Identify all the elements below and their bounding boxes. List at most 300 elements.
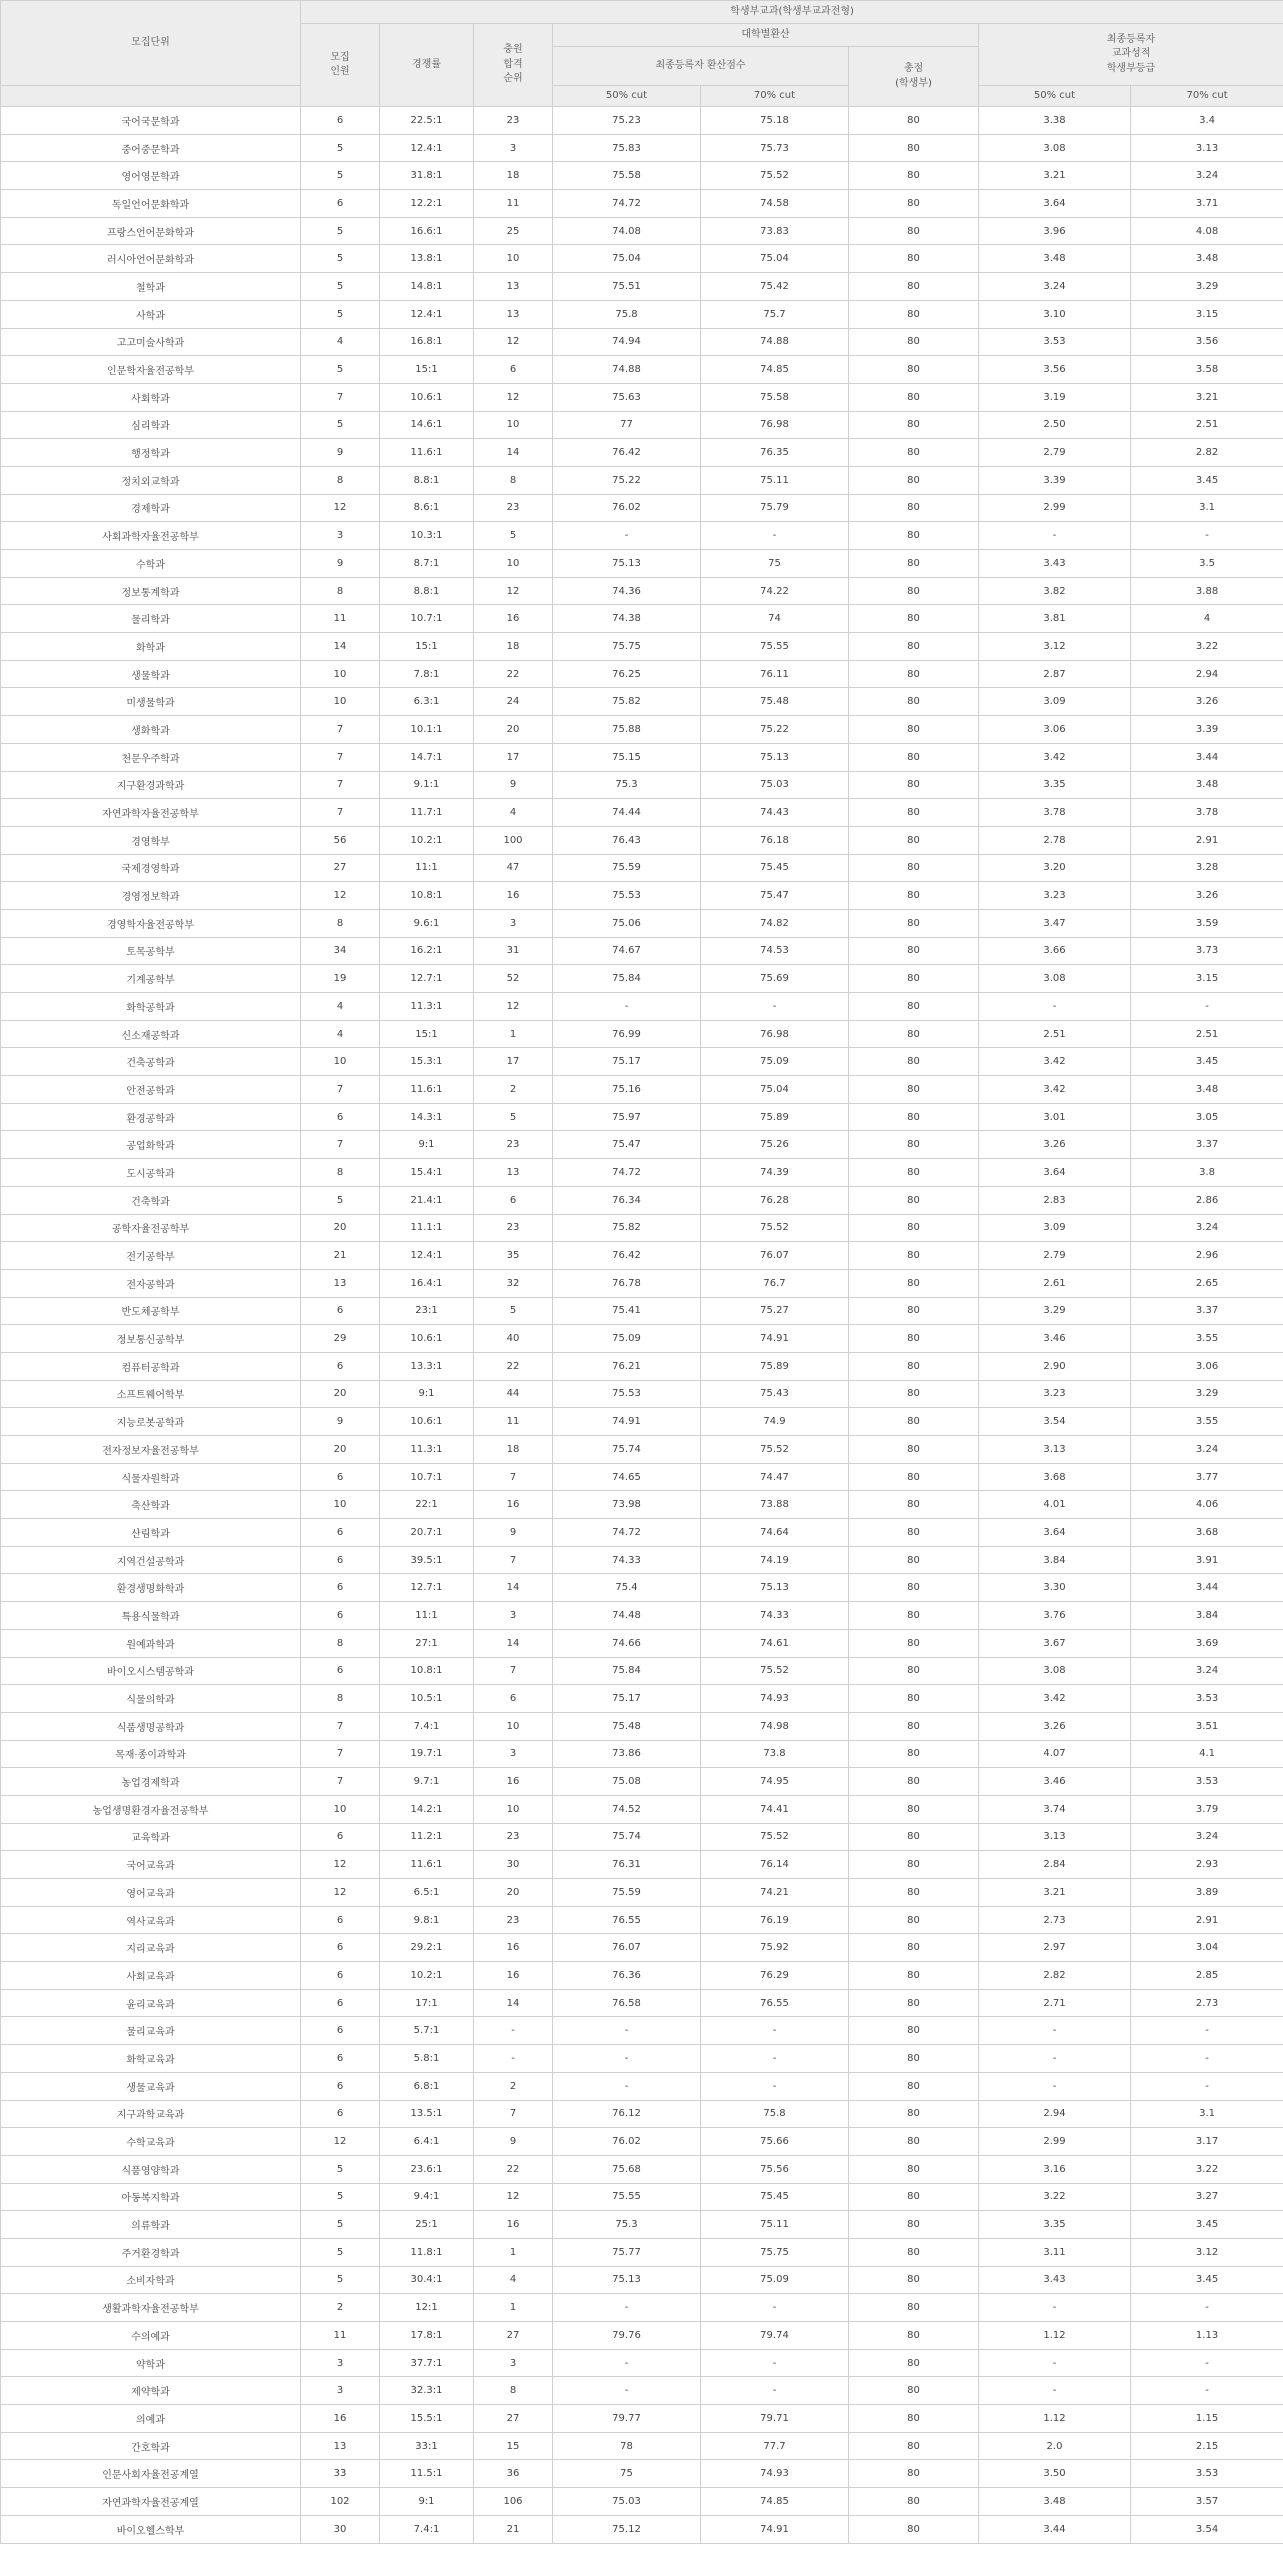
- cell-competition: 11.7:1: [380, 799, 474, 827]
- cell-unit: 농업경제학과: [1, 1768, 301, 1796]
- cell-waitlist: 8: [474, 466, 553, 494]
- cell-total: 80: [849, 605, 979, 633]
- cell-grade-cut70: 3.37: [1131, 1131, 1283, 1159]
- cell-quota: 7: [301, 1076, 380, 1104]
- cell-competition: 13.3:1: [380, 1352, 474, 1380]
- cell-total: 80: [849, 2349, 979, 2377]
- cell-score-cut50: 75.68: [553, 2155, 701, 2183]
- cell-quota: 12: [301, 1879, 380, 1907]
- table-row: [1, 2100, 1283, 2128]
- cell-competition: 10.5:1: [380, 1685, 474, 1713]
- cell-score-cut70: 75.09: [701, 1048, 849, 1076]
- cell-quota: 6: [301, 1602, 380, 1630]
- cell-grade-cut70: 2.73: [1131, 1989, 1283, 2017]
- cell-competition: 9.1:1: [380, 771, 474, 799]
- cell-total: 80: [849, 854, 979, 882]
- cell-score-cut50: 74.67: [553, 937, 701, 965]
- cell-grade-cut50: 3.42: [979, 743, 1131, 771]
- cell-unit: 경영학자율전공학부: [1, 909, 301, 937]
- cell-score-cut50: 74.38: [553, 605, 701, 633]
- cell-unit: 수학교육과: [1, 2128, 301, 2156]
- header-competition: 경쟁률: [380, 24, 474, 107]
- cell-score-cut70: 75.11: [701, 466, 849, 494]
- cell-score-cut50: 75.17: [553, 1048, 701, 1076]
- cell-grade-cut50: 2.99: [979, 494, 1131, 522]
- header-score-cut50: 50% cut: [553, 86, 701, 107]
- table-row: [1, 550, 1283, 578]
- cell-waitlist: -: [474, 2045, 553, 2073]
- cell-competition: 10.2:1: [380, 1962, 474, 1990]
- cell-unit: 중어중문학과: [1, 134, 301, 162]
- cell-score-cut50: 75.48: [553, 1712, 701, 1740]
- cell-total: 80: [849, 882, 979, 910]
- cell-waitlist: 4: [474, 799, 553, 827]
- cell-score-cut50: -: [553, 2017, 701, 2045]
- cell-grade-cut70: 3.29: [1131, 1380, 1283, 1408]
- cell-waitlist: 9: [474, 1519, 553, 1547]
- cell-grade-cut50: -: [979, 2045, 1131, 2073]
- cell-score-cut70: 76.19: [701, 1906, 849, 1934]
- header-score-cut70: 70% cut: [701, 86, 849, 107]
- cell-unit: 전자공학과: [1, 1269, 301, 1297]
- cell-waitlist: 3: [474, 1740, 553, 1768]
- cell-competition: 32.3:1: [380, 2377, 474, 2405]
- cell-unit: 국어교육과: [1, 1851, 301, 1879]
- cell-waitlist: 35: [474, 1242, 553, 1270]
- cell-competition: 15:1: [380, 633, 474, 661]
- cell-quota: 6: [301, 1103, 380, 1131]
- cell-waitlist: 20: [474, 1879, 553, 1907]
- cell-quota: 6: [301, 1962, 380, 1990]
- cell-score-cut70: 74.41: [701, 1795, 849, 1823]
- cell-quota: 19: [301, 965, 380, 993]
- cell-waitlist: 18: [474, 162, 553, 190]
- cell-competition: 6.3:1: [380, 688, 474, 716]
- cell-grade-cut50: 2.94: [979, 2100, 1131, 2128]
- cell-competition: 15.5:1: [380, 2405, 474, 2433]
- cell-score-cut50: 75: [553, 2460, 701, 2488]
- cell-unit: 특용식물학과: [1, 1602, 301, 1630]
- cell-score-cut50: 74.72: [553, 1519, 701, 1547]
- cell-grade-cut50: 3.48: [979, 245, 1131, 273]
- cell-score-cut70: 74.98: [701, 1712, 849, 1740]
- cell-competition: 25:1: [380, 2211, 474, 2239]
- cell-grade-cut50: 2.97: [979, 1934, 1131, 1962]
- cell-competition: 5.7:1: [380, 2017, 474, 2045]
- cell-grade-cut70: 1.15: [1131, 2405, 1283, 2433]
- cell-quota: 6: [301, 1546, 380, 1574]
- table-row: [1, 799, 1283, 827]
- cell-grade-cut70: 2.96: [1131, 1242, 1283, 1270]
- cell-score-cut50: 75.74: [553, 1436, 701, 1464]
- cell-score-cut50: -: [553, 2294, 701, 2322]
- cell-score-cut50: 75.04: [553, 245, 701, 273]
- cell-score-cut70: 74.64: [701, 1519, 849, 1547]
- cell-competition: 14.3:1: [380, 1103, 474, 1131]
- cell-unit: 제약학과: [1, 2377, 301, 2405]
- cell-score-cut50: -: [553, 2045, 701, 2073]
- cell-quota: 8: [301, 577, 380, 605]
- cell-total: 80: [849, 1297, 979, 1325]
- cell-score-cut70: -: [701, 2072, 849, 2100]
- cell-grade-cut70: 2.91: [1131, 1906, 1283, 1934]
- cell-grade-cut50: 1.12: [979, 2405, 1131, 2433]
- cell-unit: 공업화학과: [1, 1131, 301, 1159]
- cell-quota: 3: [301, 2349, 380, 2377]
- cell-waitlist: 8: [474, 2377, 553, 2405]
- cell-quota: 4: [301, 328, 380, 356]
- cell-grade-cut50: 3.23: [979, 882, 1131, 910]
- table-row: [1, 993, 1283, 1021]
- cell-grade-cut50: 3.66: [979, 937, 1131, 965]
- cell-score-cut50: 76.31: [553, 1851, 701, 1879]
- cell-unit: 식물자원학과: [1, 1463, 301, 1491]
- cell-unit: 기계공학부: [1, 965, 301, 993]
- cell-total: 80: [849, 1989, 979, 2017]
- cell-grade-cut50: 2.99: [979, 2128, 1131, 2156]
- table-row: [1, 1768, 1283, 1796]
- cell-total: 80: [849, 1740, 979, 1768]
- cell-competition: 12.7:1: [380, 965, 474, 993]
- cell-waitlist: 6: [474, 1685, 553, 1713]
- table-row: [1, 1491, 1283, 1519]
- cell-grade-cut70: 3.28: [1131, 854, 1283, 882]
- cell-unit: 사회과학자율전공학부: [1, 522, 301, 550]
- cell-grade-cut50: 3.42: [979, 1048, 1131, 1076]
- cell-waitlist: 32: [474, 1269, 553, 1297]
- cell-grade-cut70: 3.44: [1131, 1574, 1283, 1602]
- cell-score-cut50: 76.21: [553, 1352, 701, 1380]
- cell-grade-cut50: 3.01: [979, 1103, 1131, 1131]
- cell-total: 80: [849, 1602, 979, 1630]
- cell-grade-cut70: 3.13: [1131, 134, 1283, 162]
- cell-waitlist: 36: [474, 2460, 553, 2488]
- header-total-label: 총점 (학생부): [895, 63, 932, 89]
- table-row: [1, 2183, 1283, 2211]
- cell-grade-cut50: 3.43: [979, 550, 1131, 578]
- cell-total: 80: [849, 1186, 979, 1214]
- cell-score-cut50: 74.08: [553, 217, 701, 245]
- table-row: [1, 522, 1283, 550]
- cell-score-cut70: -: [701, 2377, 849, 2405]
- cell-quota: 6: [301, 190, 380, 218]
- table-row: [1, 2377, 1283, 2405]
- cell-grade-cut50: 3.74: [979, 1795, 1131, 1823]
- cell-competition: 11.3:1: [380, 1436, 474, 1464]
- cell-unit: 축산학과: [1, 1491, 301, 1519]
- cell-total: 80: [849, 1352, 979, 1380]
- cell-grade-cut70: 3.57: [1131, 2488, 1283, 2516]
- cell-score-cut50: 75.55: [553, 2183, 701, 2211]
- cell-quota: 6: [301, 1989, 380, 2017]
- cell-total: 80: [849, 1879, 979, 1907]
- cell-score-cut70: 76.35: [701, 439, 849, 467]
- cell-competition: 10.7:1: [380, 605, 474, 633]
- cell-unit: 반도체공학부: [1, 1297, 301, 1325]
- cell-total: 80: [849, 1851, 979, 1879]
- cell-total: 80: [849, 633, 979, 661]
- cell-quota: 27: [301, 854, 380, 882]
- cell-competition: 9:1: [380, 1131, 474, 1159]
- cell-quota: 2: [301, 2294, 380, 2322]
- cell-waitlist: 23: [474, 494, 553, 522]
- table-row: [1, 2266, 1283, 2294]
- cell-grade-cut50: -: [979, 2349, 1131, 2377]
- cell-grade-cut50: 4.07: [979, 1740, 1131, 1768]
- table-row: [1, 1740, 1283, 1768]
- cell-grade-cut50: 3.50: [979, 2460, 1131, 2488]
- cell-score-cut70: 76.55: [701, 1989, 849, 2017]
- cell-grade-cut50: 2.73: [979, 1906, 1131, 1934]
- cell-quota: 8: [301, 1685, 380, 1713]
- cell-unit: 신소재공학과: [1, 1020, 301, 1048]
- cell-score-cut70: 75.09: [701, 2266, 849, 2294]
- cell-grade-cut70: 3.45: [1131, 466, 1283, 494]
- cell-grade-cut50: 3.29: [979, 1297, 1131, 1325]
- cell-score-cut70: 76.14: [701, 1851, 849, 1879]
- cell-total: 80: [849, 2238, 979, 2266]
- cell-waitlist: 14: [474, 1574, 553, 1602]
- cell-grade-cut50: 3.09: [979, 1214, 1131, 1242]
- cell-waitlist: 23: [474, 1823, 553, 1851]
- cell-total: 80: [849, 1103, 979, 1131]
- cell-grade-cut50: 2.50: [979, 411, 1131, 439]
- cell-quota: 7: [301, 716, 380, 744]
- cell-unit: 식품생명공학과: [1, 1712, 301, 1740]
- cell-score-cut70: 74.9: [701, 1408, 849, 1436]
- cell-waitlist: 10: [474, 245, 553, 273]
- cell-score-cut70: 74.93: [701, 2460, 849, 2488]
- cell-grade-cut70: 2.51: [1131, 411, 1283, 439]
- cell-grade-cut50: 2.78: [979, 826, 1131, 854]
- cell-total: 80: [849, 937, 979, 965]
- cell-total: 80: [849, 411, 979, 439]
- cell-score-cut70: 73.83: [701, 217, 849, 245]
- cell-waitlist: 11: [474, 1408, 553, 1436]
- cell-quota: 9: [301, 1408, 380, 1436]
- cell-quota: 6: [301, 1463, 380, 1491]
- cell-score-cut50: 79.76: [553, 2322, 701, 2350]
- cell-score-cut70: 79.71: [701, 2405, 849, 2433]
- cell-grade-cut50: 3.46: [979, 1768, 1131, 1796]
- cell-waitlist: 20: [474, 716, 553, 744]
- cell-grade-cut70: -: [1131, 2294, 1283, 2322]
- cell-quota: 10: [301, 1048, 380, 1076]
- cell-score-cut50: 76.12: [553, 2100, 701, 2128]
- cell-competition: 22.5:1: [380, 107, 474, 135]
- cell-quota: 4: [301, 1020, 380, 1048]
- cell-unit: 경영정보학과: [1, 882, 301, 910]
- cell-unit: 정보통계학과: [1, 577, 301, 605]
- cell-quota: 13: [301, 2432, 380, 2460]
- cell-grade-cut70: 3.56: [1131, 328, 1283, 356]
- cell-total: 80: [849, 2322, 979, 2350]
- cell-competition: 15.3:1: [380, 1048, 474, 1076]
- cell-grade-cut70: 3.59: [1131, 909, 1283, 937]
- cell-quota: 34: [301, 937, 380, 965]
- cell-competition: 10.3:1: [380, 522, 474, 550]
- cell-score-cut50: 79.77: [553, 2405, 701, 2433]
- cell-unit: 아동복지학과: [1, 2183, 301, 2211]
- cell-total: 80: [849, 494, 979, 522]
- cell-competition: 29.2:1: [380, 1934, 474, 1962]
- cell-grade-cut70: 2.93: [1131, 1851, 1283, 1879]
- cell-waitlist: 18: [474, 1436, 553, 1464]
- table-row: [1, 2515, 1283, 2543]
- cell-unit: 지능로봇공학과: [1, 1408, 301, 1436]
- cell-score-cut50: -: [553, 2072, 701, 2100]
- table-row: [1, 1020, 1283, 1048]
- cell-quota: 7: [301, 743, 380, 771]
- cell-grade-cut70: 3.27: [1131, 2183, 1283, 2211]
- cell-quota: 6: [301, 2072, 380, 2100]
- cell-total: 80: [849, 162, 979, 190]
- cell-score-cut50: 75.88: [553, 716, 701, 744]
- cell-grade-cut50: 3.16: [979, 2155, 1131, 2183]
- table-row: [1, 1076, 1283, 1104]
- cell-competition: 14.7:1: [380, 743, 474, 771]
- cell-score-cut50: 74.33: [553, 1546, 701, 1574]
- cell-quota: 20: [301, 1214, 380, 1242]
- cell-score-cut70: 74.58: [701, 190, 849, 218]
- cell-score-cut50: 75.12: [553, 2515, 701, 2543]
- cell-competition: 7.8:1: [380, 660, 474, 688]
- cell-competition: 16.2:1: [380, 937, 474, 965]
- header-total: [849, 47, 979, 107]
- cell-competition: 13.8:1: [380, 245, 474, 273]
- cell-score-cut70: 74.82: [701, 909, 849, 937]
- cell-total: 80: [849, 383, 979, 411]
- cell-grade-cut50: 2.0: [979, 2432, 1131, 2460]
- cell-quota: 3: [301, 2377, 380, 2405]
- cell-score-cut50: 74.52: [553, 1795, 701, 1823]
- cell-waitlist: 1: [474, 2238, 553, 2266]
- cell-quota: 10: [301, 660, 380, 688]
- cell-total: 80: [849, 466, 979, 494]
- cell-unit: 건축학과: [1, 1186, 301, 1214]
- cell-score-cut70: 75.52: [701, 1657, 849, 1685]
- cell-score-cut50: 76.58: [553, 1989, 701, 2017]
- table-row: [1, 2432, 1283, 2460]
- cell-competition: 12.4:1: [380, 300, 474, 328]
- table-row: [1, 716, 1283, 744]
- cell-unit: 지역건설공학과: [1, 1546, 301, 1574]
- cell-score-cut50: 75.16: [553, 1076, 701, 1104]
- cell-score-cut70: 75.7: [701, 300, 849, 328]
- cell-grade-cut50: 3.13: [979, 1823, 1131, 1851]
- cell-quota: 6: [301, 1906, 380, 1934]
- cell-quota: 29: [301, 1325, 380, 1353]
- cell-score-cut70: 74.95: [701, 1768, 849, 1796]
- cell-total: 80: [849, 2211, 979, 2239]
- cell-unit: 정치외교학과: [1, 466, 301, 494]
- cell-score-cut70: 75.22: [701, 716, 849, 744]
- cell-grade-cut50: 3.21: [979, 162, 1131, 190]
- cell-competition: 5.8:1: [380, 2045, 474, 2073]
- table-row: [1, 1242, 1283, 1270]
- table-row: [1, 439, 1283, 467]
- table-row: [1, 2405, 1283, 2433]
- cell-total: 80: [849, 1491, 979, 1519]
- cell-total: 80: [849, 2072, 979, 2100]
- table-row: [1, 1879, 1283, 1907]
- cell-score-cut50: 76.78: [553, 1269, 701, 1297]
- cell-score-cut50: 75.59: [553, 1879, 701, 1907]
- cell-unit: 국어국문학과: [1, 107, 301, 135]
- cell-unit: 물리교육과: [1, 2017, 301, 2045]
- cell-score-cut70: 75.52: [701, 1214, 849, 1242]
- cell-quota: 8: [301, 1159, 380, 1187]
- cell-grade-cut50: 3.67: [979, 1629, 1131, 1657]
- cell-total: 80: [849, 1823, 979, 1851]
- cell-quota: 9: [301, 550, 380, 578]
- cell-waitlist: 2: [474, 1076, 553, 1104]
- cell-waitlist: 106: [474, 2488, 553, 2516]
- cell-score-cut50: -: [553, 993, 701, 1021]
- cell-grade-cut70: -: [1131, 2349, 1283, 2377]
- cell-quota: 5: [301, 162, 380, 190]
- cell-score-cut50: 76.42: [553, 1242, 701, 1270]
- cell-competition: 9:1: [380, 1380, 474, 1408]
- table-row: [1, 466, 1283, 494]
- cell-grade-cut50: 3.09: [979, 688, 1131, 716]
- cell-unit: 화학공학과: [1, 993, 301, 1021]
- cell-score-cut50: 76.02: [553, 2128, 701, 2156]
- cell-score-cut50: 75.03: [553, 2488, 701, 2516]
- cell-score-cut50: 74.72: [553, 190, 701, 218]
- cell-unit: 고고미술사학과: [1, 328, 301, 356]
- cell-total: 80: [849, 1657, 979, 1685]
- cell-total: 80: [849, 2045, 979, 2073]
- cell-quota: 5: [301, 300, 380, 328]
- cell-grade-cut50: 3.24: [979, 273, 1131, 301]
- cell-unit: 수학과: [1, 550, 301, 578]
- cell-score-cut50: 75.08: [553, 1768, 701, 1796]
- header-group-grade-label: 최종등록자 교과성적 학생부등급: [1106, 33, 1156, 74]
- cell-quota: 8: [301, 466, 380, 494]
- cell-grade-cut70: 2.86: [1131, 1186, 1283, 1214]
- cell-grade-cut50: 3.53: [979, 328, 1131, 356]
- cell-score-cut70: -: [701, 2045, 849, 2073]
- cell-quota: 7: [301, 1712, 380, 1740]
- cell-waitlist: 3: [474, 2349, 553, 2377]
- cell-unit: 생활과학자율전공학부: [1, 2294, 301, 2322]
- cell-competition: 27:1: [380, 1629, 474, 1657]
- cell-competition: 8.8:1: [380, 466, 474, 494]
- cell-total: 80: [849, 965, 979, 993]
- cell-grade-cut70: 3.37: [1131, 1297, 1283, 1325]
- cell-competition: 17.8:1: [380, 2322, 474, 2350]
- cell-grade-cut50: 3.21: [979, 1879, 1131, 1907]
- cell-score-cut70: 75.11: [701, 2211, 849, 2239]
- cell-grade-cut70: 3.91: [1131, 1546, 1283, 1574]
- cell-total: 80: [849, 660, 979, 688]
- cell-quota: 6: [301, 1297, 380, 1325]
- cell-total: 80: [849, 1519, 979, 1547]
- cell-score-cut70: 76.18: [701, 826, 849, 854]
- cell-unit: 간호학과: [1, 2432, 301, 2460]
- cell-competition: 15:1: [380, 1020, 474, 1048]
- cell-quota: 6: [301, 2017, 380, 2045]
- cell-waitlist: 16: [474, 1491, 553, 1519]
- cell-grade-cut70: 3.53: [1131, 1768, 1283, 1796]
- cell-score-cut70: 74.47: [701, 1463, 849, 1491]
- cell-score-cut70: 75: [701, 550, 849, 578]
- table-row: [1, 965, 1283, 993]
- cell-quota: 7: [301, 1131, 380, 1159]
- cell-quota: 5: [301, 356, 380, 384]
- table-header: [1, 1, 1283, 107]
